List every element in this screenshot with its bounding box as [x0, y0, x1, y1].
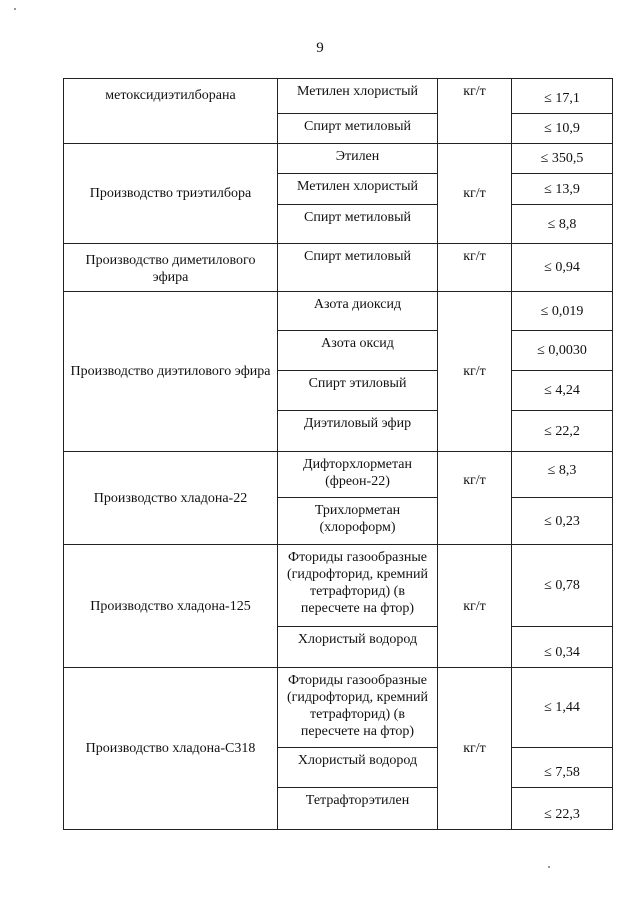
scan-speck	[14, 8, 16, 10]
value-cell: ≤ 7,58	[512, 748, 613, 788]
value-cell: ≤ 22,3	[512, 788, 613, 830]
substance-cell: Метилен хлористый	[278, 174, 438, 205]
value-cell: ≤ 4,24	[512, 371, 613, 411]
table-row	[64, 79, 613, 114]
substance-cell: Фториды газообразные (гидрофторид, кремний тетрафторид) (в пересчете на фтор)	[278, 545, 438, 627]
process-cell: Производство хладона-125	[64, 545, 278, 668]
process-cell: Производство триэтилбора	[64, 144, 278, 244]
table-row	[64, 244, 613, 292]
substance-cell: Азота диоксид	[278, 292, 438, 331]
scan-speck	[548, 866, 550, 868]
value-cell: ≤ 0,78	[512, 545, 613, 627]
unit-cell: кг/т	[438, 79, 512, 144]
substance-cell: Хлористый водород	[278, 748, 438, 788]
substance-cell: Спирт метиловый	[278, 205, 438, 244]
unit-cell: кг/т	[438, 292, 512, 452]
substance-cell: Метилен хлористый	[278, 79, 438, 114]
substance-cell: Этилен	[278, 144, 438, 174]
unit-cell: кг/т	[438, 244, 512, 292]
emission-norms-table	[63, 78, 613, 830]
substance-cell: Дифторхлорметан (фреон-22)	[278, 452, 438, 498]
value-cell: ≤ 0,23	[512, 498, 613, 545]
unit-cell: кг/т	[438, 452, 512, 545]
process-cell: Производство хладона-22	[64, 452, 278, 545]
unit-cell: кг/т	[438, 144, 512, 244]
table-row	[64, 144, 613, 174]
page-number: 9	[316, 40, 324, 56]
value-cell: ≤ 0,34	[512, 627, 613, 668]
table-row	[64, 292, 613, 331]
substance-cell: Спирт метиловый	[278, 114, 438, 144]
table-row	[64, 452, 613, 498]
substance-cell: Азота оксид	[278, 331, 438, 371]
process-cell: Производство диметилового эфира	[64, 244, 278, 292]
substance-cell: Спирт этиловый	[278, 371, 438, 411]
substance-cell: Фториды газообразные (гидрофторид, кремний тетрафторид) (в пересчете на фтор)	[278, 668, 438, 748]
substance-cell: Диэтиловый эфир	[278, 411, 438, 452]
process-cell: Производство диэтилового эфира	[64, 292, 278, 452]
table-row	[64, 668, 613, 748]
table-row	[64, 545, 613, 627]
substance-cell: Тетрафторэтилен	[278, 788, 438, 830]
value-cell: ≤ 10,9	[512, 114, 613, 144]
value-cell: ≤ 1,44	[512, 668, 613, 748]
value-cell: ≤ 17,1	[512, 79, 613, 114]
value-cell: ≤ 0,019	[512, 292, 613, 331]
value-cell: ≤ 8,3	[512, 452, 613, 498]
substance-cell: Хлористый водород	[278, 627, 438, 668]
value-cell: ≤ 8,8	[512, 205, 613, 244]
unit-cell: кг/т	[438, 545, 512, 668]
process-cell: метоксидиэтилборана	[64, 79, 278, 144]
value-cell: ≤ 13,9	[512, 174, 613, 205]
unit-cell: кг/т	[438, 668, 512, 830]
value-cell: ≤ 0,0030	[512, 331, 613, 371]
value-cell: ≤ 22,2	[512, 411, 613, 452]
substance-cell: Спирт метиловый	[278, 244, 438, 292]
substance-cell: Трихлорметан (хлороформ)	[278, 498, 438, 545]
process-cell: Производство хладона-С318	[64, 668, 278, 830]
value-cell: ≤ 350,5	[512, 144, 613, 174]
value-cell: ≤ 0,94	[512, 244, 613, 292]
